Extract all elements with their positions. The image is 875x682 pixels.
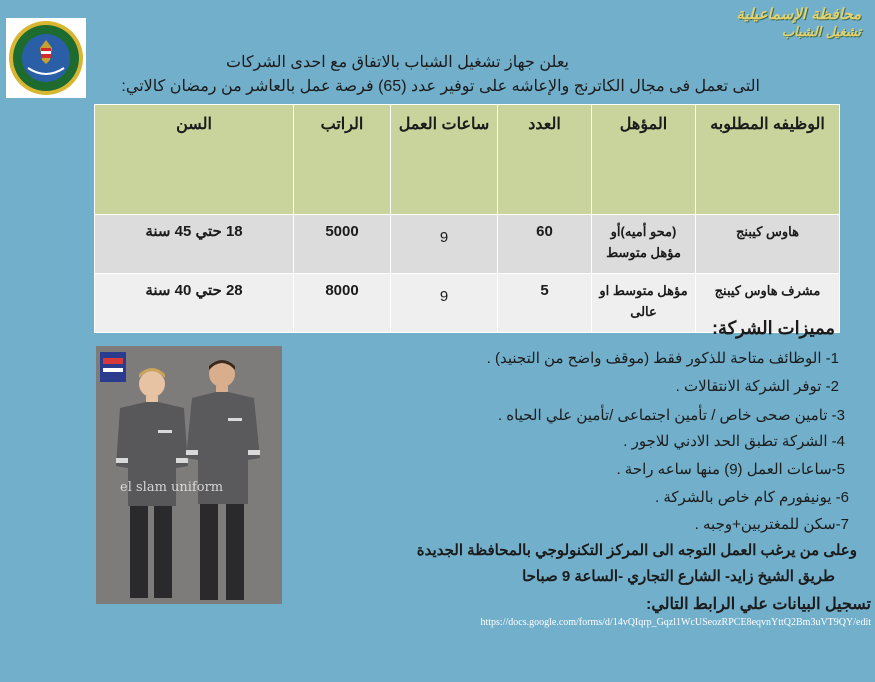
cell-job: هاوس كيبنج: [696, 215, 840, 274]
apply-line-2: طريق الشيخ زايد- الشارع التجاري -الساعة 9 صباحا: [522, 568, 835, 585]
register-label: تسجيل البيانات علي الرابط التالي:: [646, 596, 871, 613]
header-qualification: المؤهل: [592, 105, 696, 215]
cell-job: مشرف هاوس كيبنج: [696, 274, 840, 333]
intro-line-2: التى تعمل فى مجال الكاترنج والإعاشه على توفير عدد (65) فرصة عمل بالعاشر من رمضان كالاتي:: [121, 78, 760, 95]
feature-item-3: 3- تامين صحى خاص / تأمين اجتماعى /تأمين علي الحياه .: [497, 407, 845, 424]
feature-item-1: 1- الوظائف متاحة للذكور فقط (موقف واضح من التجنيد) .: [486, 350, 839, 367]
feature-item-5: 5-ساعات العمل (9) منها ساعه راحة .: [616, 461, 845, 478]
intro-line-1: يعلن جهاز تشغيل الشباب بالاتفاق مع احدى الشركات: [226, 54, 569, 71]
feature-item-7: 7-سكن للمغتربين+وجبه .: [694, 516, 849, 533]
cell-qualification: (محو أميه)أو مؤهل متوسط: [592, 215, 696, 274]
cell-salary: 5000: [294, 215, 391, 274]
brand-title: [736, 4, 861, 42]
table-row: [95, 215, 840, 274]
photo-watermark: el slam uniform: [120, 480, 224, 495]
uniform-photo: [96, 346, 282, 604]
cell-count: 60: [498, 215, 592, 274]
header-age: السن: [95, 105, 294, 215]
features-title: مميزات الشركة:: [711, 318, 835, 338]
feature-item-6: 6- يونيفورم كام خاص بالشركة .: [655, 489, 849, 506]
cell-age: 18 حتي 45 سنة: [95, 215, 294, 274]
header-count: العدد: [498, 105, 592, 215]
registration-link[interactable]: https://docs.google.com/forms/d/14vQIqrp_Gqzl1WcUSeozRPCE8eqvnYttQ2Bm3uVT9QY/edit: [480, 617, 871, 628]
jobs-table: [94, 104, 840, 333]
feature-item-2: 2- توفر الشركة الانتقالات .: [675, 378, 839, 395]
header-salary: الراتب: [294, 105, 391, 215]
governorate-logo: [6, 18, 86, 98]
table-header-row: [95, 105, 840, 215]
header-job: الوظيفه المطلوبه: [696, 105, 840, 215]
cell-hours: 9: [391, 274, 498, 333]
brand-line-1: محافظة الإسماعيلية: [736, 5, 861, 23]
cell-count: 5: [498, 274, 592, 333]
cell-age: 28 حتي 40 سنة: [95, 274, 294, 333]
apply-line-1: وعلى من يرغب العمل التوجه الى المركز التكنولوجي بالمحافظة الجديدة: [416, 542, 857, 559]
cell-salary: 8000: [294, 274, 391, 333]
brand-line-2: تشغيل الشباب: [781, 25, 861, 40]
header-hours: ساعات العمل: [391, 105, 498, 215]
feature-item-4: 4- الشركة تطبق الحد الادني للاجور .: [623, 433, 845, 450]
cell-qualification: مؤهل متوسط او عالى: [592, 274, 696, 333]
cell-hours: 9: [391, 215, 498, 274]
